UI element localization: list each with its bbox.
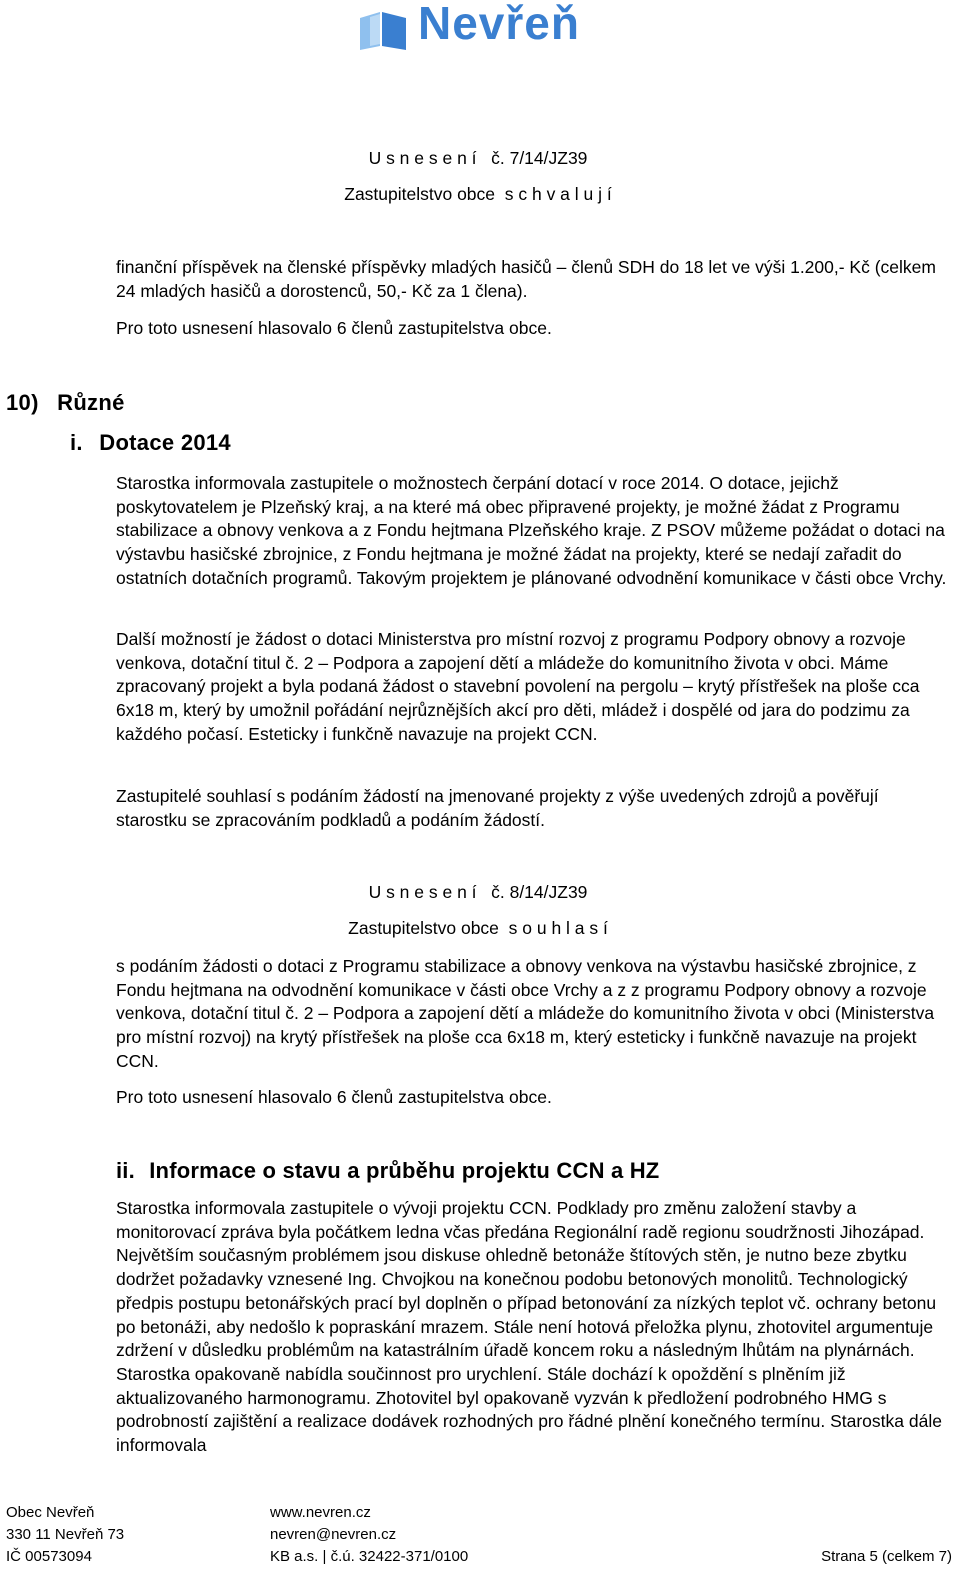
footer-middle xyxy=(270,1502,468,1568)
section-number: 10) xyxy=(6,390,39,415)
resolution-text: s podáním žádosti o dotaci z Programu stabilizace a obnovy venkova na výstavbu hasičské zbrojnice, z Fondu hejtmana na odvodnění komunikace v části obce Vrchy a z z programu Podpory obnovy a rozvoje venkova, dotační titul č. 2 – Podpora a zapojení dětí a mládeže do komunitního života v obci (Ministerstva pro místní rozvoj) na krytý přístřešek na ploše cca 6x18 m, který esteticky i funkčně navazuje na projekt CCN. xyxy=(116,956,935,1071)
resolution-verb: Zastupitelstvo obce s c h v a l u j í xyxy=(344,184,612,204)
resolution-vote: Pro toto usnesení hlasovalo 6 členů zastupitelstva obce. xyxy=(116,1087,552,1107)
footer-left xyxy=(6,1502,124,1568)
subsection-heading xyxy=(116,1158,659,1184)
resolution-number: U s n e s e n í č. 8/14/JZ39 xyxy=(368,882,588,902)
subsection-number: ii. xyxy=(116,1158,135,1183)
paragraph: Další možností je žádost o dotaci Ministerstva pro místní rozvoj z programu Podpory obnovy a rozvoje venkova, dotační titul č. 2 – Podpora a zapojení dětí a mládeže do komunitního života v obci. Máme zpracovaný projekt a byla podaná žádost o stavební povolení na pergolu – krytý přístřešek na ploše cca 6x18 m, který by umožnil pořádání nejrůznějších akcí pro děti, mládež i dospělé od jara do podzimu za každého počasí. Esteticky i funkčně navazuje na projekt CCN. xyxy=(116,629,920,744)
subsection-heading xyxy=(70,430,231,456)
footer-email-link[interactable]: nevren@nevren.cz xyxy=(270,1526,397,1543)
subsection-number: i. xyxy=(70,430,83,455)
resolution-verb: Zastupitelstvo obce s o u h l a s í xyxy=(348,918,608,938)
footer-address: 330 11 Nevřeň 73 xyxy=(6,1526,125,1543)
header-logo xyxy=(356,0,596,52)
resolution-vote: Pro toto usnesení hlasovalo 6 členů zastupitelstva obce. xyxy=(116,318,552,338)
section-heading xyxy=(6,390,125,416)
footer-web-link[interactable]: www.nevren.cz xyxy=(270,1504,371,1521)
resolution-number: U s n e s e n í č. 7/14/JZ39 xyxy=(368,148,588,168)
subsection-title: Dotace 2014 xyxy=(99,430,231,455)
footer-org-name: Obec Nevřeň xyxy=(6,1504,95,1521)
footer-bank: KB a.s. | č.ú. 32422-371/0100 xyxy=(270,1548,469,1565)
subsection-title: Informace o stavu a průběhu projektu CCN a HZ xyxy=(149,1158,660,1183)
footer-ic: IČ 00573094 xyxy=(6,1548,92,1565)
paragraph: Zastupitelé souhlasí s podáním žádostí na jmenované projekty z výše uvedených zdrojů a pověřují starostku se zpracováním podkladů a podáním žádostí. xyxy=(116,786,879,830)
logo-text: Nevřeň xyxy=(418,0,580,49)
paragraph: Starostka informovala zastupitele o možnostech čerpání dotací v roce 2014. O dotace, jejichž poskytovatelem je Plzeňský kraj, a na které má obec připravené projekty, je možné žádat z Programu stabilizace a obnovy venkova a z Fondu hejtmana Plzeňského kraje. Z PSOV můžeme požádat o dotaci na výstavbu hasičské zbrojnice, z Fondu hejtmana je možné žádat na projekty, které se nedají zařadit do ostatních dotačních programů. Takovým projektem je plánované odvodnění komunikace v části obce Vrchy. xyxy=(116,473,947,588)
resolution-text: finanční příspěvek na členské příspěvky mladých hasičů – členů SDH do 18 let ve výši 1.200,- Kč (celkem 24 mladých hasičů a dorostenců, 50,- Kč za 1 člena). xyxy=(116,257,936,301)
footer-page-number: Strana 5 (celkem 7) xyxy=(821,1548,952,1565)
paragraph: Starostka informovala zastupitele o vývoji projektu CCN. Podklady pro změnu založení stavby a monitorovací zpráva byla počátkem ledna včas předána Regionální radě regionu soudržnosti Jihozápad. Největším současným problémem jsou diskuse ohledně betonáže štítových stěn, je nutno beze zbytku dodržet požadavky vznesené Ing. Chvojkou na konečnou podobu betonových monolitů. Technologický předpis postupu betonářských prací byl doplněn o případ betonování za nízkých teplot vč. ochrany betonu po betonáži, aby nedošlo k popraskání mrazem. Stále není hotová přeložka plynu, zhotovitel argumentuje zdržení v důsledku problémům na katastrálním úřadě koncem roku a následným lhůtám na plynárnách. Starostka opakovaně nabídla součinnost pro urychlení. Stále dochází k opoždění s plněním již aktualizovaného harmonogramu. Zhotovitel byl opakovaně vyzván k předložení podrobného HMG s podrobností zajištění a realizace dodávek rozhodných pro řádné plnění konečného termínu. Starostka dále informovala xyxy=(116,1198,942,1456)
section-title: Různé xyxy=(57,390,125,415)
